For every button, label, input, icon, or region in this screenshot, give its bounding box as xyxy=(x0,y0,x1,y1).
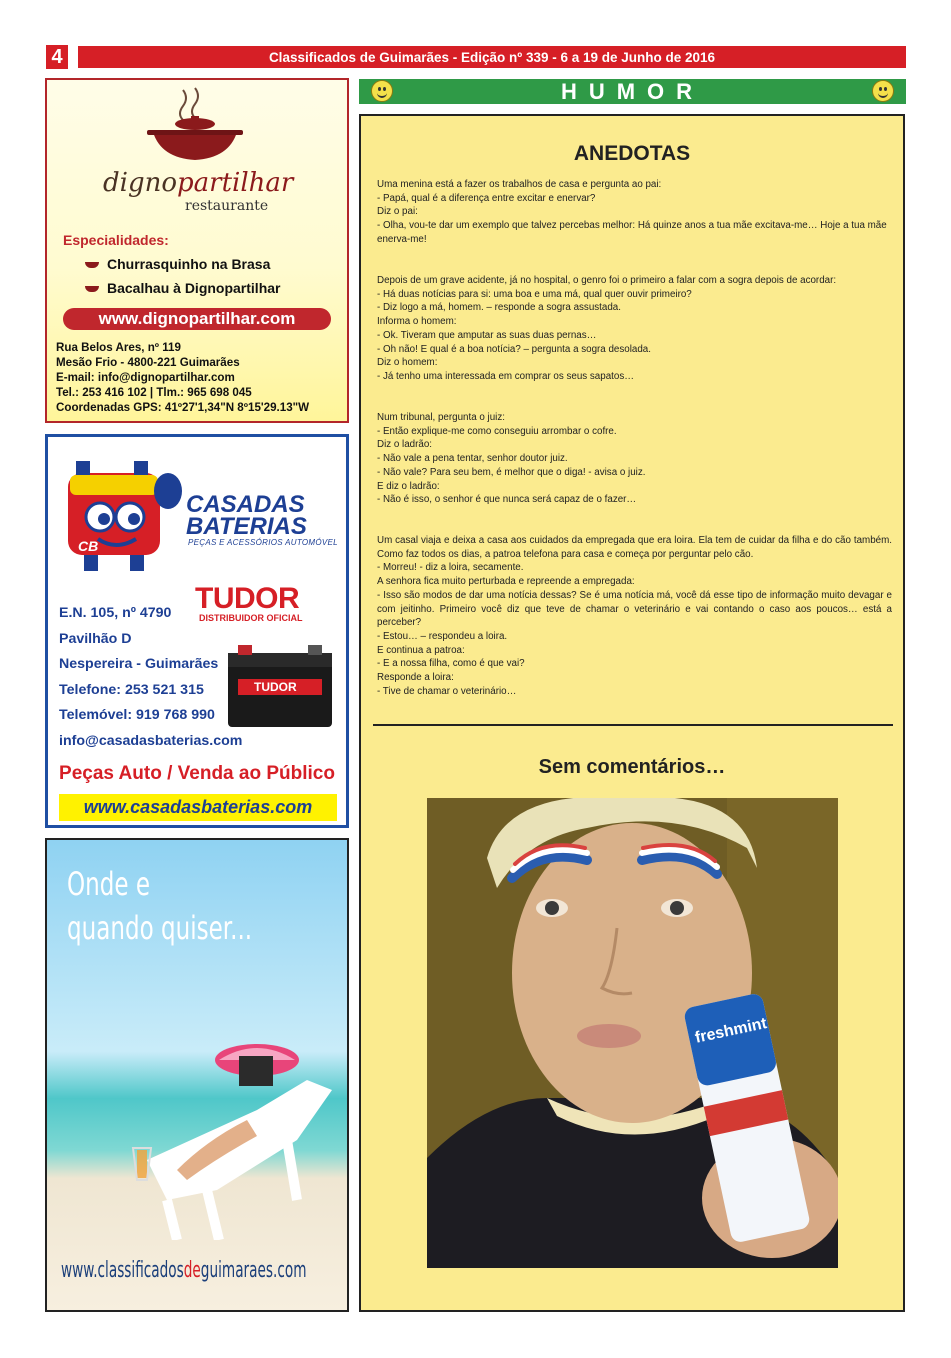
brand-subtitle: PEÇAS E ACESSÓRIOS AUTOMÓVEL xyxy=(188,538,338,547)
specialty-item xyxy=(85,280,280,296)
info-line: info@casadasbaterias.com xyxy=(59,732,243,749)
page-number: 4 xyxy=(46,45,68,69)
url-part: de xyxy=(183,1258,201,1283)
headline-line: Onde e xyxy=(67,865,151,903)
battery-mascot-icon xyxy=(56,451,186,581)
jokes-title: ANEDOTAS xyxy=(573,142,691,165)
joke-line: - Ok. Tiveram que amputar as suas duas pernas… xyxy=(377,329,597,341)
store-website: www.casadasbaterias.com xyxy=(59,794,337,821)
toothpaste-label: freshmint xyxy=(693,1015,769,1047)
joke-line: A senhora fica muito perturbada e repreende a empregada: xyxy=(377,576,635,588)
specialty-label: Bacalhau à Dignopartilhar xyxy=(107,280,281,296)
restaurant-ad xyxy=(45,78,349,423)
dish-icon xyxy=(85,286,99,292)
humor-photo xyxy=(427,798,838,1268)
beach-chair-woman-image xyxy=(107,1040,347,1240)
brand-line2: BATERIAS xyxy=(186,513,307,540)
page-header xyxy=(78,46,906,68)
joke-line: - Olha, vou-te dar um exemplo que talvez percebas melhor: Há quinze anos a tua mãe excitava-me… Hoje a tua mãe enerva-me! xyxy=(377,220,887,245)
joke-line: - Morreu! - diz a loira, secamente. xyxy=(377,562,524,574)
url-part: guimaraes.com xyxy=(200,1258,307,1283)
joke-line: Num tribunal, pergunta o juiz: xyxy=(377,412,505,423)
info-line: E.N. 105, nº 4790 xyxy=(59,605,172,621)
joke-line: - Então explique-me como conseguiu arrombar o cofre. xyxy=(377,425,617,437)
smiley-icon xyxy=(872,80,894,102)
photo-title: Sem comentários… xyxy=(538,756,726,778)
url-part: www.classificados xyxy=(61,1258,184,1283)
joke-line: Informa o homem: xyxy=(377,316,457,328)
restaurant-logo xyxy=(103,168,293,198)
joke-line: Responde a loira: xyxy=(377,672,454,684)
info-line: Nespereira - Guimarães xyxy=(59,656,219,672)
restaurant-website: www.dignopartilhar.com xyxy=(63,308,331,330)
info-line: Telefone: 253 521 315 xyxy=(59,681,204,698)
address-line: Rua Belos Ares, nº 119 xyxy=(56,341,181,354)
address-line: Mesão Frio - 4800-221 Guimarães xyxy=(56,356,240,369)
joke-line: - Não vale a pena tentar, senhor doutor juiz. xyxy=(377,453,568,465)
joke-line: - Não é isso, o senhor é que nunca será capaz de o fazer… xyxy=(377,494,637,506)
address-line: E-mail: info@dignopartilhar.com xyxy=(56,371,235,384)
store-info xyxy=(59,601,242,754)
brand-line1: CASADAS xyxy=(186,491,305,518)
dish-icon xyxy=(85,262,99,268)
joke-line: - Há duas notícias para si: uma boa e uma má, qual quer ouvir primeiro? xyxy=(377,288,692,300)
humor-section-bar xyxy=(359,79,906,104)
joke-line: Depois de um grave acidente, já no hospital, o genro foi o primeiro a falar com a sogra depois de acordar: xyxy=(377,275,837,286)
joke-line: Um casal viaja e deixa a casa aos cuidados da empregada que era loira. Ela tem de cuidar da filha e do cão também. Como faz todos os dias, a patroa telefona para casa e começa por perguntar pelo cão. xyxy=(377,535,892,560)
joke-2 xyxy=(377,274,892,384)
joke-line: - Oh não! E qual é a boa notícia? – pergunta a sogra desolada. xyxy=(377,343,651,355)
joke-line: - Papá, qual é a diferença entre excitar e enervar? xyxy=(377,192,596,204)
joke-line: E continua a patroa: xyxy=(377,644,465,656)
headline-line: quando quiser... xyxy=(67,909,253,947)
ad-headline xyxy=(67,862,252,950)
joke-4 xyxy=(377,534,892,698)
specialty-item xyxy=(85,256,270,272)
store-tagline: Peças Auto / Venda ao Público xyxy=(59,763,335,784)
info-line: Pavilhão D xyxy=(59,630,132,647)
joke-line: - Não vale? Para seu bem, é melhor que o diga! - avisa o juiz. xyxy=(377,466,646,478)
classificados-ad xyxy=(45,838,349,1312)
logo-text: digno xyxy=(103,168,178,198)
address-line: Tel.: 253 416 102 | Tlm.: 965 698 045 xyxy=(56,386,252,399)
joke-line: Diz o homem: xyxy=(377,357,438,369)
boy-with-toothpaste-eyebrows-image xyxy=(427,798,838,1268)
header-title: Classificados de Guimarães - Edição nº 339 - 6 a 19 de Junho de 2016 xyxy=(268,49,716,65)
specialties-label: Especialidades: xyxy=(63,232,169,248)
joke-line: - Tive de chamar o veterinário… xyxy=(377,685,517,697)
joke-line: E diz o ladrão: xyxy=(377,480,440,492)
batteries-ad xyxy=(45,434,349,828)
humor-section-title: HUMOR xyxy=(560,78,705,104)
smiley-icon xyxy=(371,80,393,102)
joke-line: Diz o pai: xyxy=(377,206,418,218)
classificados-website xyxy=(61,1258,306,1283)
joke-3 xyxy=(377,411,892,507)
joke-line: Diz o ladrão: xyxy=(377,439,432,451)
address-line: Coordenadas GPS: 41º27'1,34"N 8º15'29.13"W xyxy=(56,401,310,414)
joke-1 xyxy=(377,178,892,247)
joke-line: - E a nossa filha, como é que vai? xyxy=(377,658,525,670)
joke-line: - Já tenho uma interessada em comprar os seus sapatos… xyxy=(377,370,635,382)
logo-subtitle: restaurante xyxy=(185,198,269,214)
joke-line: - Estou… – respondeu a loira. xyxy=(377,630,508,642)
mascot-label: CB xyxy=(78,538,99,554)
joke-line: - Diz logo a má, homem. – responde a sogra assustada. xyxy=(377,302,621,314)
logo-text: partilhar xyxy=(177,168,294,198)
divider xyxy=(373,724,893,726)
tudor-logo: TUDOR xyxy=(195,582,300,615)
joke-line: Uma menina está a fazer os trabalhos de casa e pergunta ao pai: xyxy=(377,179,662,190)
jokes-box xyxy=(359,114,905,1312)
joke-line: - Isso são modos de dar uma notícia dessas? Se é uma notícia má, você dá esse tipo de informação muito devagar e com jeitinho. Primeiro você diz que teve de chamar o veterinário e vai contando o caso aos poucos… está a perceber? xyxy=(377,589,892,629)
restaurant-address xyxy=(56,340,309,415)
tudor-subtitle: DISTRIBUIDOR OFICIAL xyxy=(199,613,303,623)
battery-label: TUDOR xyxy=(254,680,297,694)
specialty-label: Churrasquinho na Brasa xyxy=(107,256,271,272)
cooking-pot-icon xyxy=(145,86,245,166)
info-line: Telemóvel: 919 768 990 xyxy=(59,707,215,723)
